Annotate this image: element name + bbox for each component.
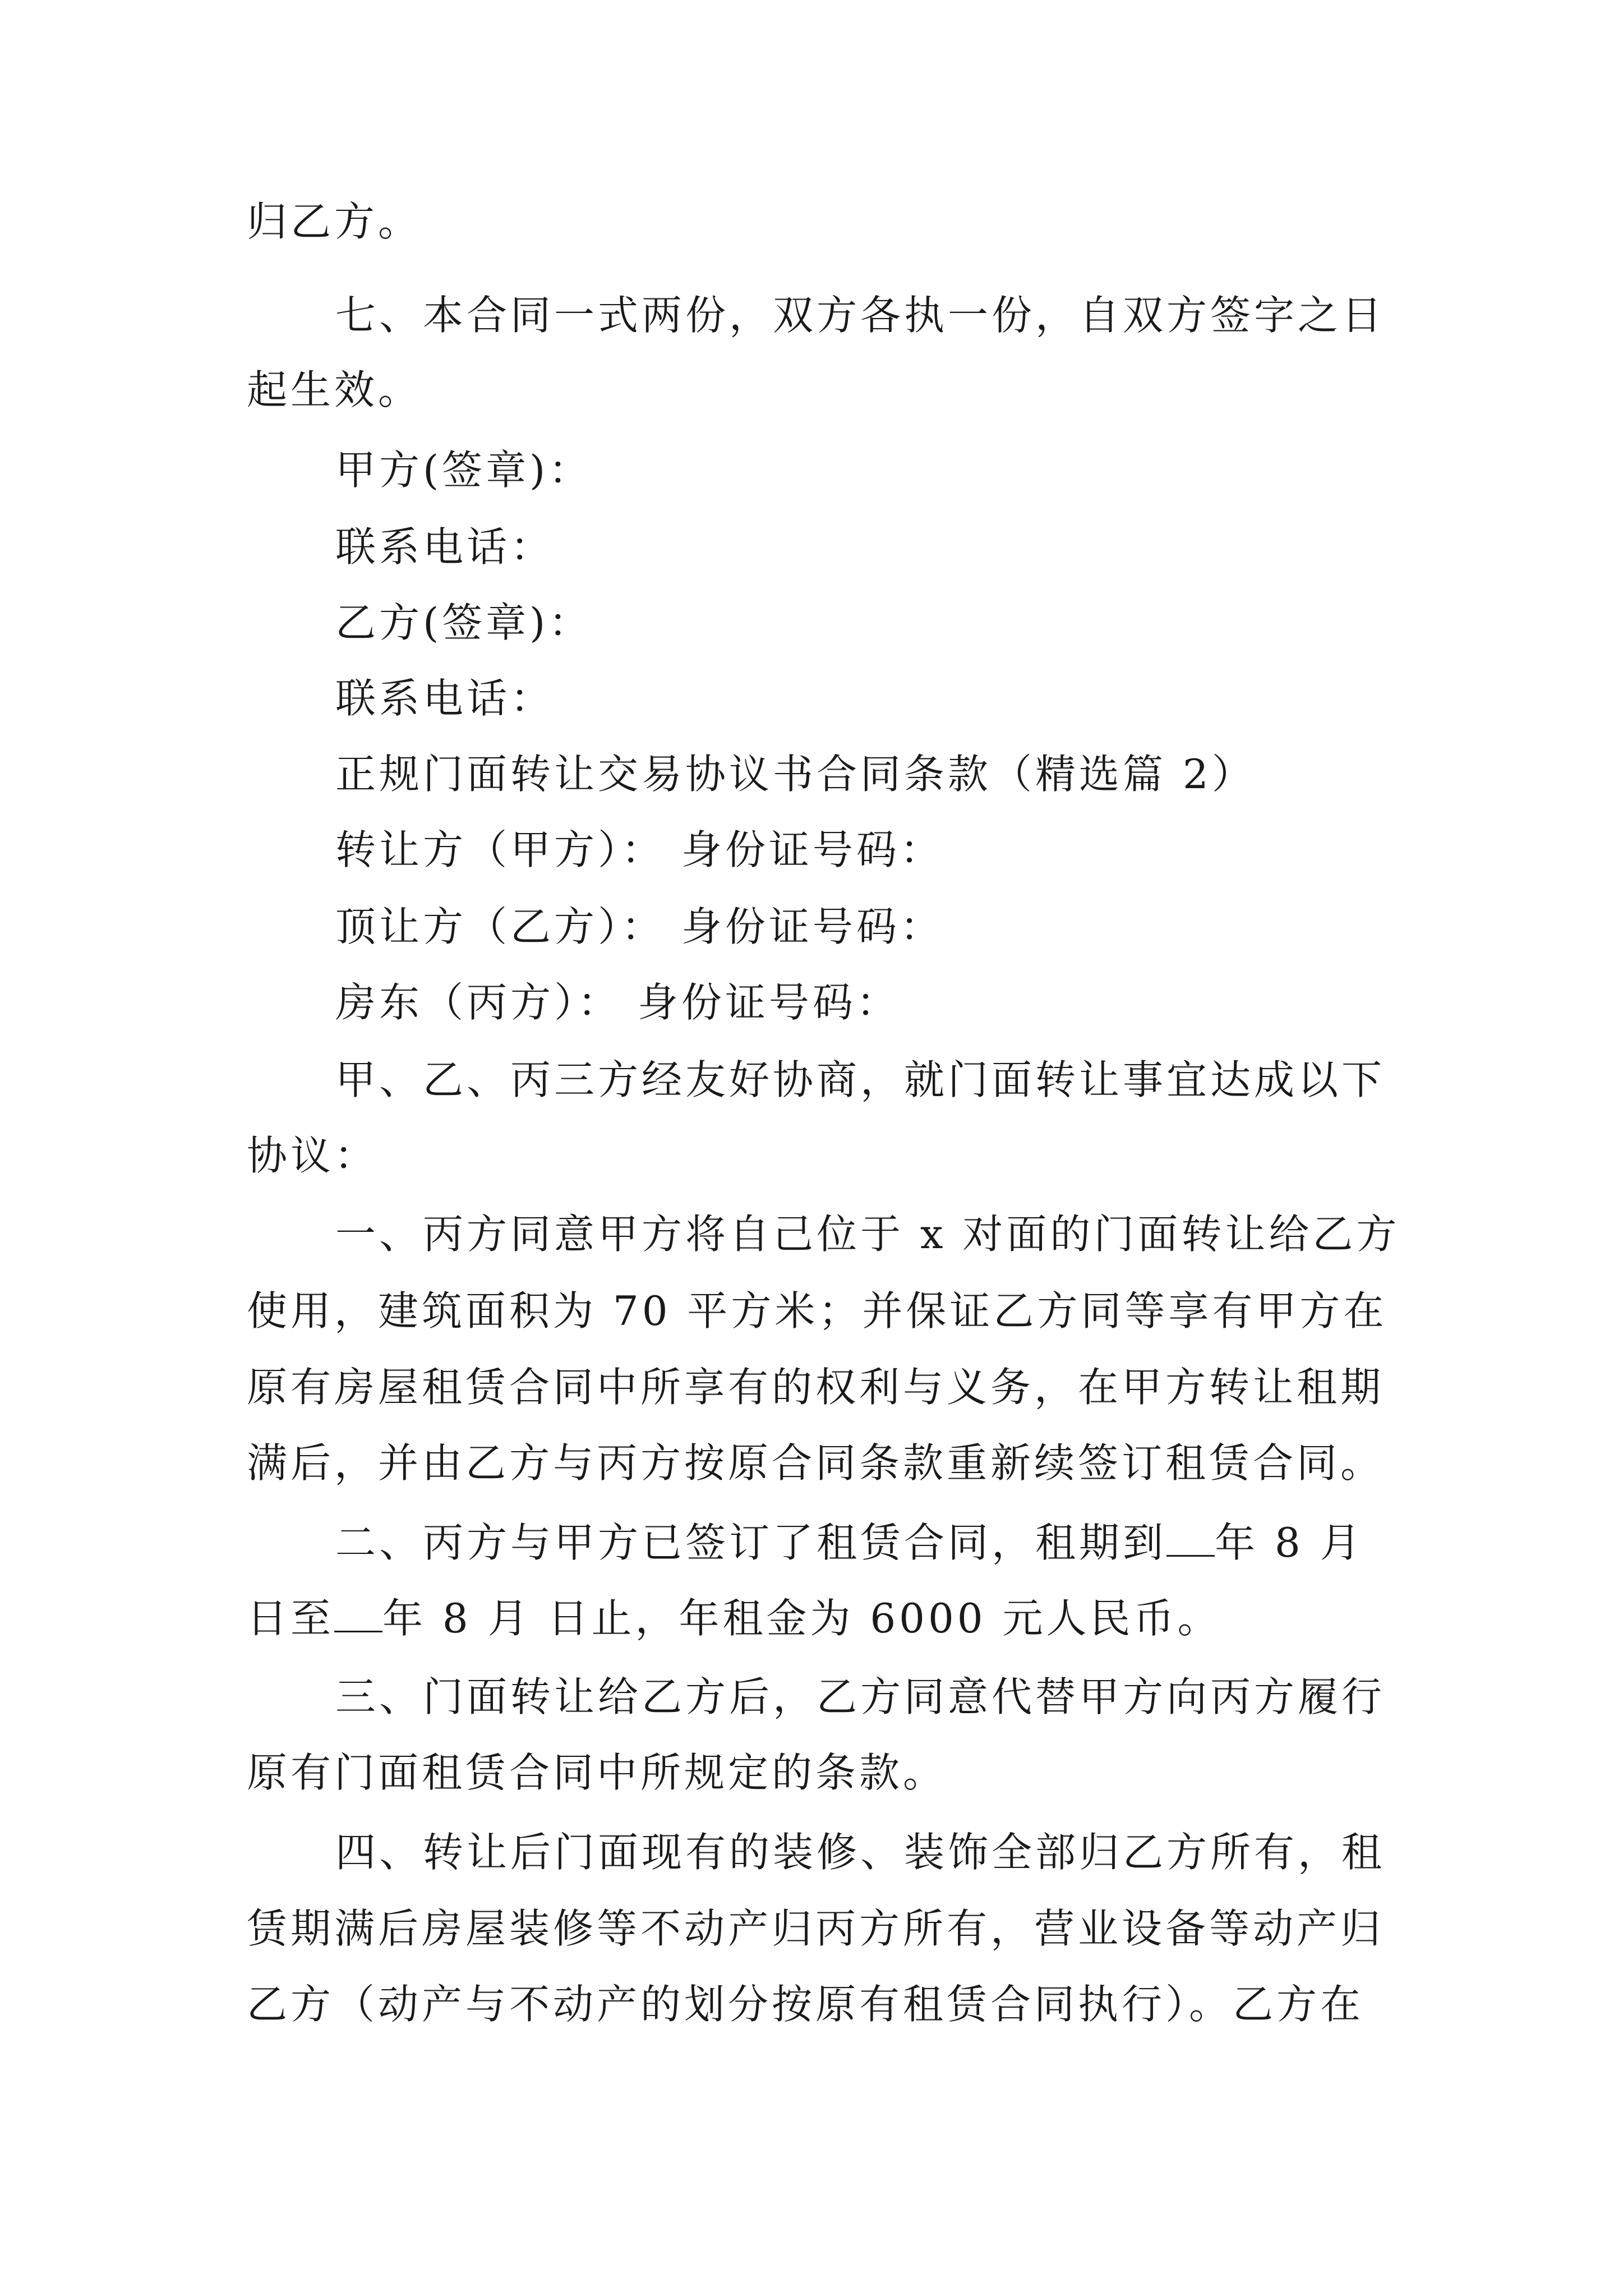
party-transferor: 转让方（甲方）： 身份证号码： [335, 826, 944, 873]
paragraph-line: 七、本合同一式两份，双方各执一份，自双方签字之日 [335, 292, 1386, 339]
paragraph-line: 乙方（动产与不动产的划分按原有租赁合同执行）。乙方在 [247, 1981, 1364, 2028]
clause-two-rent: 年 8 月 日止，年租金为 6000 元人民币。 [382, 1595, 1221, 1642]
paragraph-line: 使用，建筑面积为 70 平方米；并保证乙方同等享有甲方在 [247, 1287, 1387, 1335]
paragraph-line: 原有房屋租赁合同中所享有的权利与义务，在甲方转让租期 [247, 1364, 1385, 1411]
paragraph-line [335, 1515, 1364, 1571]
paragraph-line: 甲、乙、丙三方经友好协商，就门面转让事宜达成以下 [335, 1056, 1386, 1103]
party-landlord: 房东（丙方）： 身份证号码： [335, 979, 900, 1026]
clause-two-date: 年 8 月 [1215, 1519, 1364, 1566]
phone-party-a: 联系电话： [335, 523, 555, 570]
section-title: 正规门面转让交易协议书合同条款（精选篇 2） [335, 751, 1256, 798]
paragraph-line: 一、丙方同意甲方将自己位于 x 对面的门面转让给乙方 [335, 1211, 1400, 1258]
signature-party-b: 乙方(签章)： [335, 599, 593, 646]
clause-two-from: 日至 [247, 1595, 335, 1642]
signature-party-a: 甲方(签章)： [335, 447, 593, 494]
blank-underline [334, 1597, 382, 1632]
paragraph-line: 协议： [247, 1132, 379, 1179]
party-transferee: 顶让方（乙方）： 身份证号码： [335, 903, 944, 950]
paragraph-line: 赁期满后房屋装修等不动产归丙方所有，营业设备等动产归 [247, 1905, 1385, 1952]
phone-party-b: 联系电话： [335, 675, 555, 722]
paragraph-line: 四、转让后门面现有的装修、装饰全部归乙方所有，租 [335, 1829, 1386, 1876]
blank-underline [1166, 1521, 1215, 1557]
paragraph-line: 原有门面租赁合同中所规定的条款。 [247, 1749, 947, 1796]
paragraph-line [247, 1590, 1221, 1646]
paragraph-line: 满后，并由乙方与丙方按原合同条款重新续签订租赁合同。 [247, 1439, 1385, 1487]
paragraph-line: 起生效。 [247, 366, 422, 413]
clause-two-text: 二、丙方与甲方已签订了租赁合同，租期到 [335, 1519, 1167, 1566]
paragraph-line: 归乙方。 [247, 198, 422, 245]
paragraph-line: 三、门面转让给乙方后，乙方同意代替甲方向丙方履行 [335, 1673, 1386, 1720]
